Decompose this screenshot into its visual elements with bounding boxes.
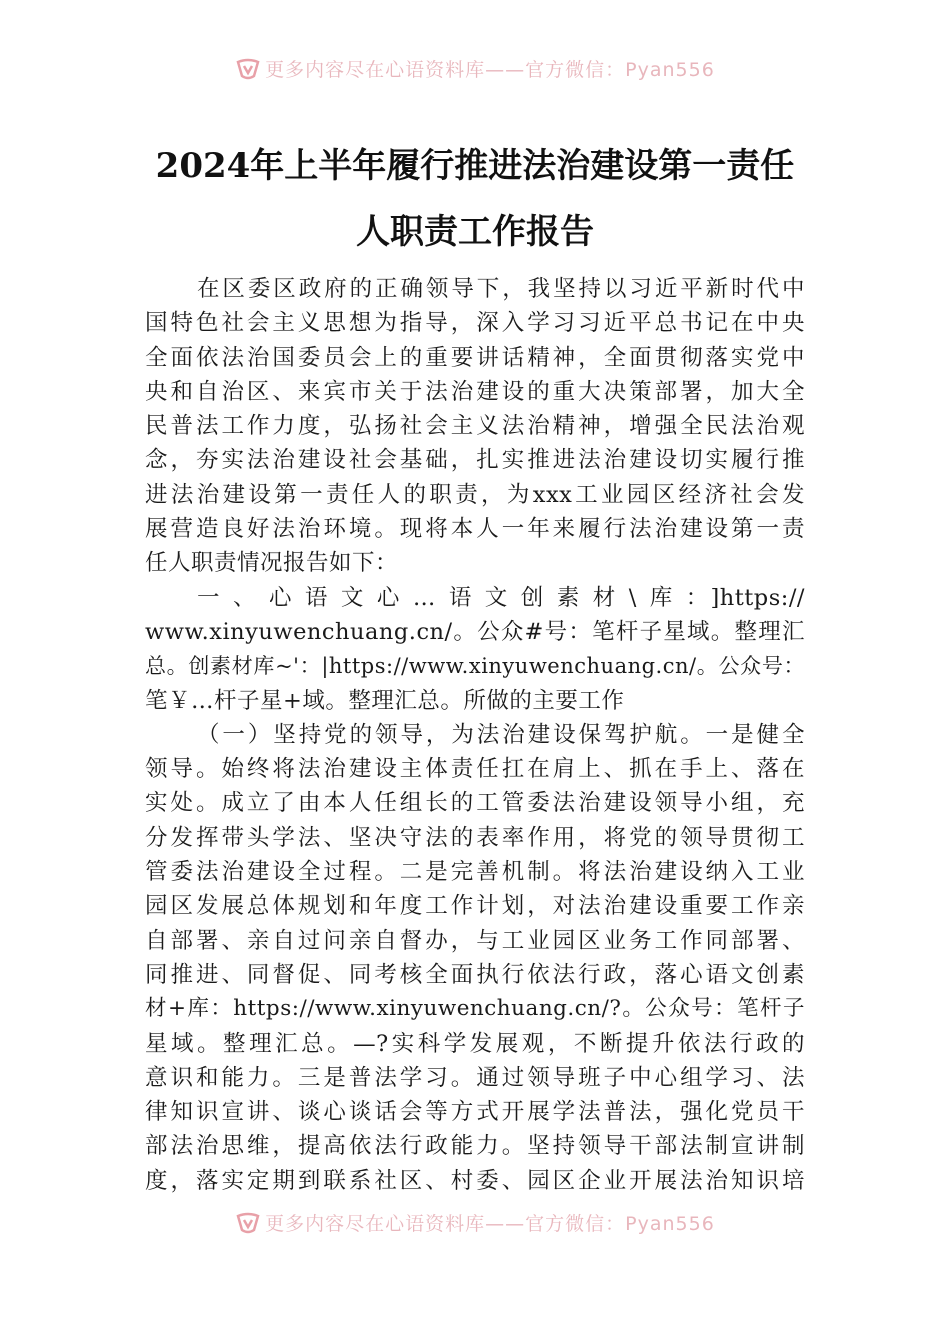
watermark-text: 更多内容尽在心语资料库——官方微信：Pyan556 (265, 1213, 715, 1235)
watermark-logo-icon (235, 58, 261, 80)
body-line: 领导。始终将法治建设主体责任扛在肩上、抓在手上、落在 (145, 756, 805, 783)
body-line: 园区发展总体规划和年度工作计划，对法治建设重要工作亲 (145, 893, 805, 920)
body-line: 进法治建设第一责任人的职责，为xxx工业园区经济社会发 (145, 481, 805, 508)
body-line: 意识和能力。三是普法学习。通过领导班子中心组学习、法 (145, 1064, 805, 1091)
body-line: 任人职责情况报告如下： (145, 550, 399, 577)
body-line: 部法治思维，提高依法行政能力。坚持领导干部法制宣讲制 (145, 1133, 805, 1160)
body-line: 同推进、同督促、同考核全面执行依法行政，落心语文创素 (145, 961, 805, 988)
body-line: 材+库：https://www.xinyuwenchuang.cn/?。公众号：笔杆子 (145, 996, 805, 1022)
body-line: 国特色社会主义思想为指导，深入学习习近平总书记在中央 (145, 310, 805, 337)
body-line: 实处。成立了由本人任组长的工管委法治建设领导小组，充 (145, 790, 805, 817)
body-line: 律知识宣讲、谈心谈话会等方式开展学法普法，强化党员干 (145, 1099, 805, 1126)
document-body (145, 272, 805, 1198)
body-line: （一）坚持党的领导，为法治建设保驾护航。一是健全 (197, 721, 805, 748)
body-line: 在区委区政府的正确领导下，我坚持以习近平新时代中 (197, 276, 805, 302)
body-line: 自部署、亲自过问亲自督办，与工业园区业务工作同部署、 (145, 927, 805, 954)
body-line: 展营造良好法治环境。现将本人一年来履行法治建设第一责 (145, 516, 805, 543)
watermark-logo-icon (235, 1212, 261, 1234)
body-line: 总。创素材库~'：|https://www.xinyuwenchuang.cn/。公众号： (145, 654, 805, 679)
watermark-text: 更多内容尽在心语资料库——官方微信：Pyan556 (265, 59, 715, 81)
body-line: 念，夯实法治建设社会基础，扎实推进法治建设切实履行推 (145, 447, 805, 474)
body-line: www.xinyuwenchuang.cn/。公众#号：笔杆子星域。整理汇 (145, 618, 805, 645)
body-line: 一、心语文心…语文创素材\库：]https:// (197, 584, 805, 611)
body-line: 星域。整理汇总。—?实科学发展观，不断提升依法行政的 (145, 1030, 805, 1057)
body-line: 管委法治建设全过程。二是完善机制。将法治建设纳入工业 (145, 859, 805, 886)
body-line: 全面依法治国委员会上的重要讲话精神，全面贯彻落实党中 (145, 344, 805, 371)
body-line: 度，落实定期到联系社区、村委、园区企业开展法治知识培 (145, 1167, 805, 1194)
document-title-line-1: 2024年上半年履行推进法治建设第一责任 (155, 146, 795, 186)
watermark-footer (0, 1212, 950, 1236)
document-title-line-2: 人职责工作报告 (356, 212, 594, 252)
body-line: 笔￥…杆子星+域。整理汇总。所做的主要工作 (145, 687, 625, 714)
watermark-header (0, 58, 950, 82)
body-line: 民普法工作力度，弘扬社会主义法治精神，增强全民法治观 (145, 413, 805, 440)
body-line: 央和自治区、来宾市关于法治建设的重大决策部署，加大全 (145, 378, 805, 405)
body-line: 分发挥带头学法、坚决守法的表率作用，将党的领导贯彻工 (145, 824, 805, 851)
